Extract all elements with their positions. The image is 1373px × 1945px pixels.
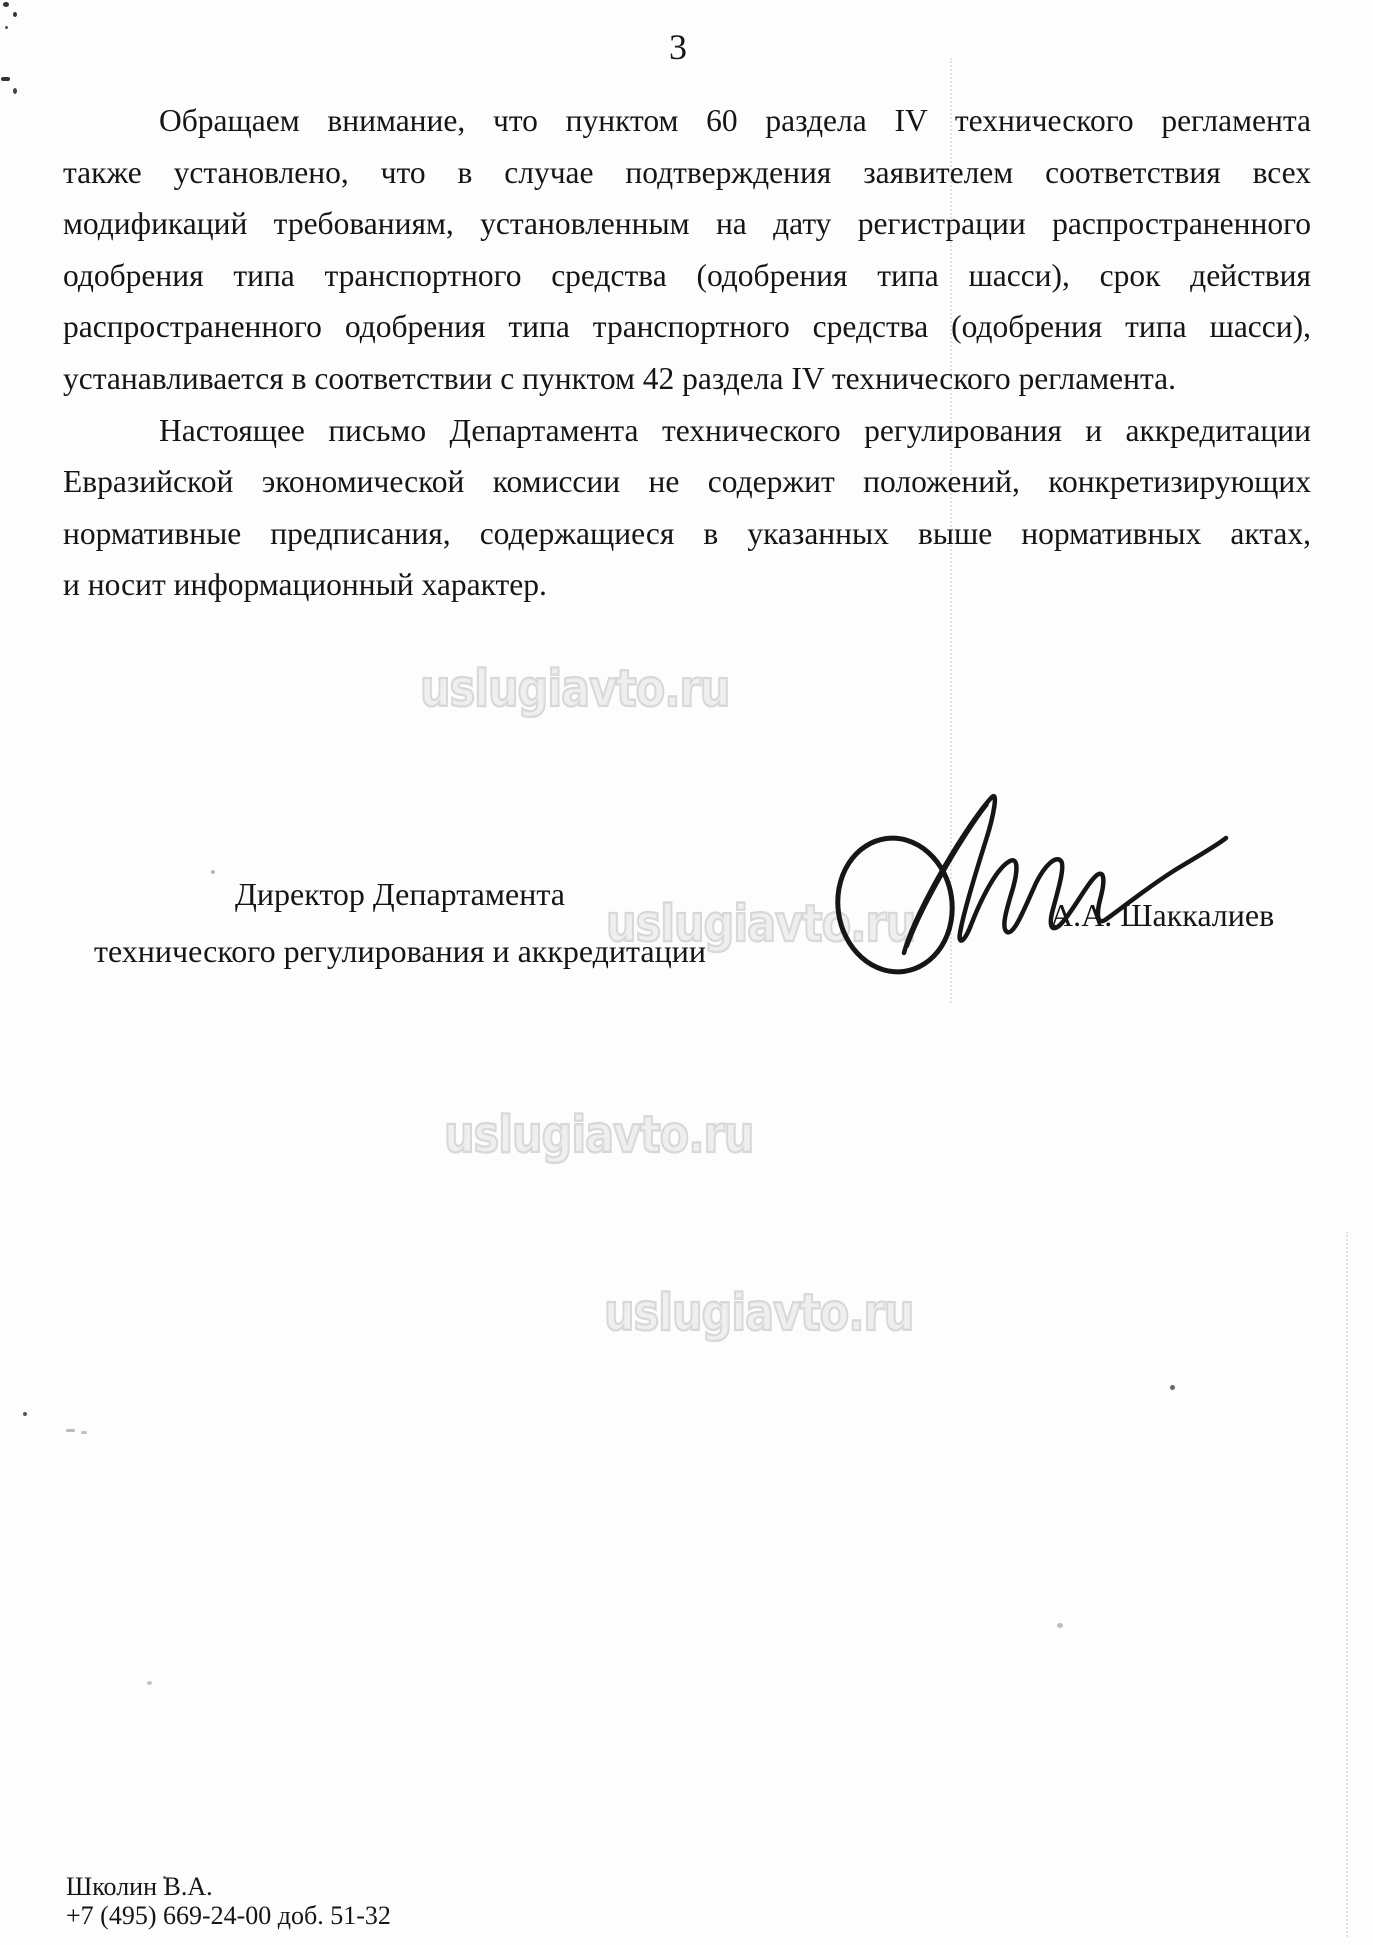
signer-name: А.А. Шаккалиев xyxy=(1050,897,1275,933)
watermark-text: uslugiavto.ru xyxy=(420,660,730,719)
scan-dotted-line xyxy=(1346,1232,1348,1937)
signer-title xyxy=(80,866,720,980)
scan-speck xyxy=(13,88,17,94)
scan-speck xyxy=(5,26,8,29)
text-line: и носит информационный характер. xyxy=(63,567,547,603)
scan-speck xyxy=(1170,1385,1175,1390)
signer-title-line2: технического регулирования и аккредитации xyxy=(94,933,706,969)
text-line: распространенного одобрения типа транспортного средства (одобрения типа шасси), xyxy=(63,309,1311,345)
contact-name: Школин В.А. xyxy=(66,1872,213,1901)
watermark-text: uslugiavto.ru xyxy=(604,1284,914,1343)
signer-title-line1: Директор Департамента xyxy=(235,876,565,912)
text-line: устанавливается в соответствии с пунктом 42 раздела IV технического регламента. xyxy=(63,360,1177,396)
watermark-text: uslugiavto.ru xyxy=(444,1106,754,1165)
text-line: Евразийской экономической комиссии не содержит положений, конкретизирующих xyxy=(63,464,1311,500)
text-line: Обращаем внимание, что пунктом 60 раздела IV технического регламента xyxy=(159,103,1311,138)
scan-speck xyxy=(66,1429,75,1432)
watermark-text: uslugiavto.ru xyxy=(606,895,916,954)
text-line: Настоящее письмо Департамента технического регулирования и аккредитации xyxy=(159,412,1311,448)
contact-phone: +7 (495) 669-24-00 доб. 51-32 xyxy=(66,1901,391,1930)
scan-speck xyxy=(23,1412,27,1416)
handwritten-signature-icon xyxy=(820,775,1240,1010)
text-line: модификаций требованиям, установленным на дату регистрации распространенного xyxy=(63,206,1311,242)
scan-speck xyxy=(3,2,9,7)
text-line: также установлено, что в случае подтверждения заявителем соответствия всех xyxy=(63,154,1311,190)
text-line: одобрения типа транспортного средства (одобрения типа шасси), срок действия xyxy=(63,257,1311,293)
scan-speck xyxy=(1,77,10,81)
body-text xyxy=(63,95,1311,611)
scan-speck xyxy=(81,1431,87,1434)
scan-speck xyxy=(147,1681,152,1685)
page-number: 3 xyxy=(669,27,687,67)
scan-speck xyxy=(13,12,17,17)
text-line: нормативные предписания, содержащиеся в указанных выше нормативных актах, xyxy=(63,515,1311,551)
scan-speck xyxy=(1057,1623,1063,1628)
footer-contact xyxy=(66,1872,391,1930)
